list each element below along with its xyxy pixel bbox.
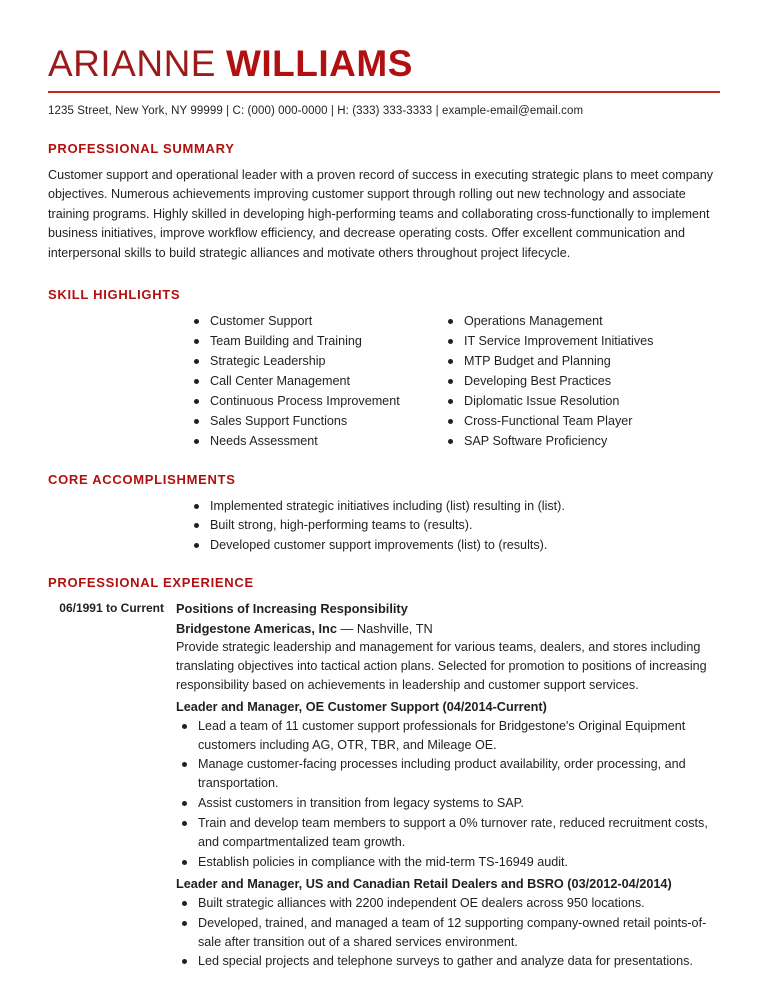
list-item: Call Center Management: [188, 372, 442, 391]
list-item: Customer Support: [188, 312, 442, 331]
resume-header: [48, 44, 720, 117]
list-item: Sales Support Functions: [188, 412, 442, 431]
skills-list-left: [188, 312, 442, 450]
skills-column-right: [442, 312, 702, 451]
contact-line: 1235 Street, New York, NY 99999 | C: (000) 000-0000 | H: (333) 333-3333 | example-email@email.com: [48, 104, 584, 117]
skills-column-left: [188, 312, 442, 451]
section-title-summary: PROFESSIONAL SUMMARY: [48, 140, 235, 156]
role-title: Leader and Manager, US and Canadian Retail Dealers and BSRO (03/2012-04/2014): [176, 876, 672, 891]
list-item: Led special projects and telephone surveys to gather and analyze data for presentations.: [176, 952, 720, 971]
first-name: ARIANNE: [48, 43, 216, 84]
list-item: Cross-Functional Team Player: [442, 412, 702, 431]
list-item: Establish policies in compliance with the mid-term TS-16949 audit.: [176, 853, 720, 872]
experience-company-line: [176, 619, 720, 638]
list-item: Lead a team of 11 customer support professionals for Bridgestone's Original Equipment customers including AG, OTR, TBR, and Mileage OE.: [176, 717, 720, 755]
list-item: Continuous Process Improvement: [188, 392, 442, 411]
section-core-accomplishments: [48, 472, 720, 556]
list-item: Implemented strategic initiatives including (list) resulting in (list).: [188, 497, 720, 516]
list-item: Built strong, high-performing teams to (results).: [188, 516, 720, 535]
role-bullets: [176, 894, 720, 972]
list-item: Strategic Leadership: [188, 352, 442, 371]
list-item: Diplomatic Issue Resolution: [442, 392, 702, 411]
list-item: IT Service Improvement Initiatives: [442, 332, 702, 351]
section-professional-summary: [48, 141, 720, 264]
candidate-name: [48, 44, 720, 85]
experience-separator: —: [336, 620, 357, 636]
section-professional-experience: [48, 575, 720, 972]
list-item: Needs Assessment: [188, 432, 442, 451]
section-title-accomplishments: CORE ACCOMPLISHMENTS: [48, 471, 236, 487]
experience-dates: 06/1991 to Current: [59, 601, 164, 616]
experience-location: Nashville, TN: [356, 620, 433, 636]
list-item: Assist customers in transition from legacy systems to SAP.: [176, 794, 720, 813]
role-title: Leader and Manager, OE Customer Support (04/2014-Current): [176, 699, 547, 714]
list-item: Train and develop team members to support a 0% turnover rate, reduced recruitment costs, and compartmentalized team growth.: [176, 814, 720, 852]
section-title-experience: PROFESSIONAL EXPERIENCE: [48, 575, 254, 591]
experience-position: Positions of Increasing Responsibility: [176, 601, 408, 617]
header-divider: [48, 91, 720, 93]
list-item: MTP Budget and Planning: [442, 352, 702, 371]
accomplishments-list-wrap: [188, 497, 720, 556]
experience-description: Provide strategic leadership and management for various teams, dealers, and stores including translating objectives into tactical action plans. Selected for promotion to positions of increasing responsibility based on achievements in leadership and customer support services.: [176, 639, 707, 692]
list-item: Team Building and Training: [188, 332, 442, 351]
role-bullets: [176, 717, 720, 872]
experience-company: Bridgestone Americas, Inc: [176, 620, 337, 636]
last-name: WILLIAMS: [225, 43, 413, 84]
list-item: Developed, trained, and managed a team of 12 supporting company-owned retail points-of-sale after transition out of a shared services environment.: [176, 914, 720, 952]
list-item: Built strategic alliances with 2200 independent OE dealers across 950 locations.: [176, 894, 720, 913]
list-item: SAP Software Proficiency: [442, 432, 702, 451]
list-item: Developing Best Practices: [442, 372, 702, 391]
list-item: Operations Management: [442, 312, 702, 331]
section-title-skills: SKILL HIGHLIGHTS: [48, 287, 181, 303]
skills-list-right: [442, 312, 702, 450]
summary-text: Customer support and operational leader with a proven record of success in executing strategic plans to meet company objectives. Numerous achievements improving customer support through rolling out new technology and associate training programs. Highly skilled in developing high-performing teams and collaborating cross-functionally to implement business initiatives, improve workflow efficiency, and decrease operating costs. Offer excellent communication and interpersonal skills to build strategic alliances and motivate others throughout project lifecycle.: [48, 167, 714, 260]
list-item: Manage customer-facing processes including product availability, order processing, and transportation.: [176, 755, 720, 793]
section-skill-highlights: [48, 287, 720, 451]
experience-details: [176, 600, 720, 972]
accomplishments-list: [188, 497, 720, 556]
experience-entry: [48, 600, 720, 972]
skills-columns: [188, 312, 720, 451]
list-item: Developed customer support improvements (list) to (results).: [188, 536, 720, 555]
